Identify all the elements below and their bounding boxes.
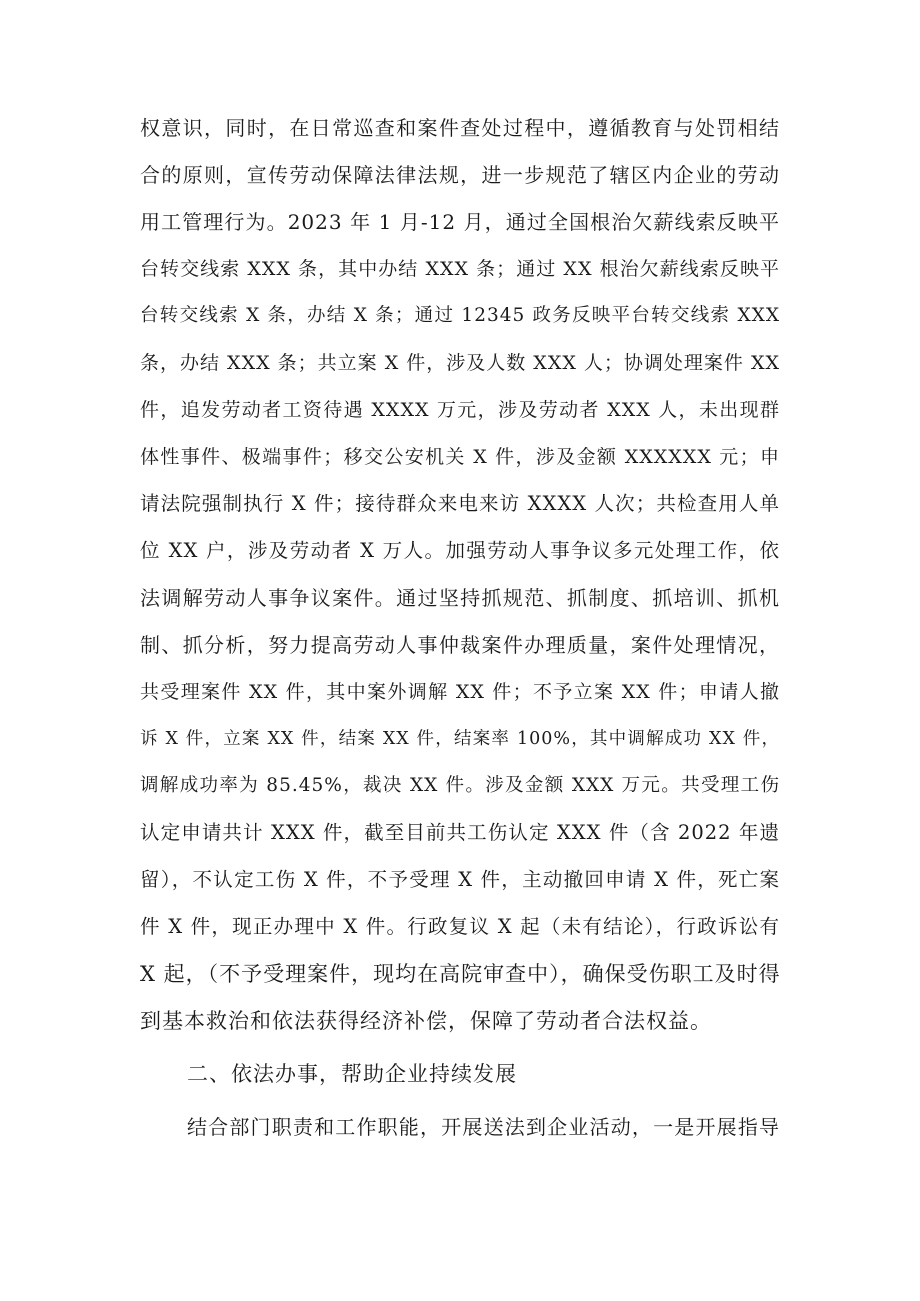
paragraph-line: 共受理案件 XX 件，其中案外调解 XX 件；不予立案 XX 件；申请人撤	[140, 681, 780, 703]
paragraph-line: 体性事件、极端事件；移交公安机关 X 件，涉及金额 XXXXXX 元；申	[140, 446, 780, 468]
paragraph-line: 到基本救治和依法获得经济补偿，保障了劳动者合法权益。	[140, 1009, 712, 1033]
paragraph-line: 认定申请共计 XXX 件，截至目前共工伤认定 XXX 件（含 2022 年遗	[140, 821, 780, 844]
paragraph-line: 法调解劳动人事争议案件。通过坚持抓规范、抓制度、抓培训、抓机	[140, 586, 780, 610]
paragraph-line: 调解成功率为 85.45%，裁决 XX 件。涉及金额 XXX 万元。共受理工伤	[140, 775, 780, 796]
paragraph-line: 权意识，同时，在日常巡查和案件查处过程中，遵循教育与处罚相结	[140, 116, 780, 140]
paragraph-line: 条，办结 XXX 条；共立案 X 件，涉及人数 XXX 人；协调处理案件 XX	[140, 352, 781, 374]
paragraph-line: 位 XX 户，涉及劳动者 X 万人。加强劳动人事争议多元处理工作，依	[140, 539, 780, 562]
paragraph-line: 结合部门职责和工作职能，开展送法到企业活动，一是开展指导	[187, 1115, 780, 1139]
paragraph-line: 台转交线索 X 条，办结 X 条；通过 12345 政务反映平台转交线索 XXX	[140, 305, 780, 326]
paragraph-line: 留），不认定工伤 X 件，不予受理 X 件，主动撤回申请 X 件，死亡案	[140, 868, 780, 891]
paragraph-line: 件，追发劳动者工资待遇 XXXX 万元，涉及劳动者 XXX 人，未出现群	[140, 399, 780, 421]
paragraph-line: X 起，（不予受理案件，现均在高院审查中），确保受伤职工及时得	[140, 962, 781, 986]
paragraph-line: 诉 X 件，立案 XX 件，结案 XX 件，结案率 100%，其中调解成功 XX 件，	[140, 729, 780, 749]
section-heading: 二、依法办事，帮助企业持续发展	[187, 1062, 517, 1086]
paragraph-line: 合的原则，宣传劳动保障法律法规，进一步规范了辖区内企业的劳动	[140, 163, 780, 187]
paragraph-line: 台转交线索 XXX 条，其中办结 XXX 条；通过 XX 根治欠薪线索反映平	[140, 258, 780, 280]
paragraph-line: 件 X 件，现正办理中 X 件。行政复议 X 起（未有结论），行政诉讼有	[140, 915, 780, 938]
paragraph-line: 制、抓分析，努力提高劳动人事仲裁案件办理质量，案件处理情况，	[140, 633, 780, 657]
paragraph-line: 请法院强制执行 X 件；接待群众来电来访 XXXX 人次；共检查用人单	[140, 492, 780, 515]
paragraph-line: 用工管理行为。2023 年 1 月-12 月，通过全国根治欠薪线索反映平	[140, 210, 780, 234]
